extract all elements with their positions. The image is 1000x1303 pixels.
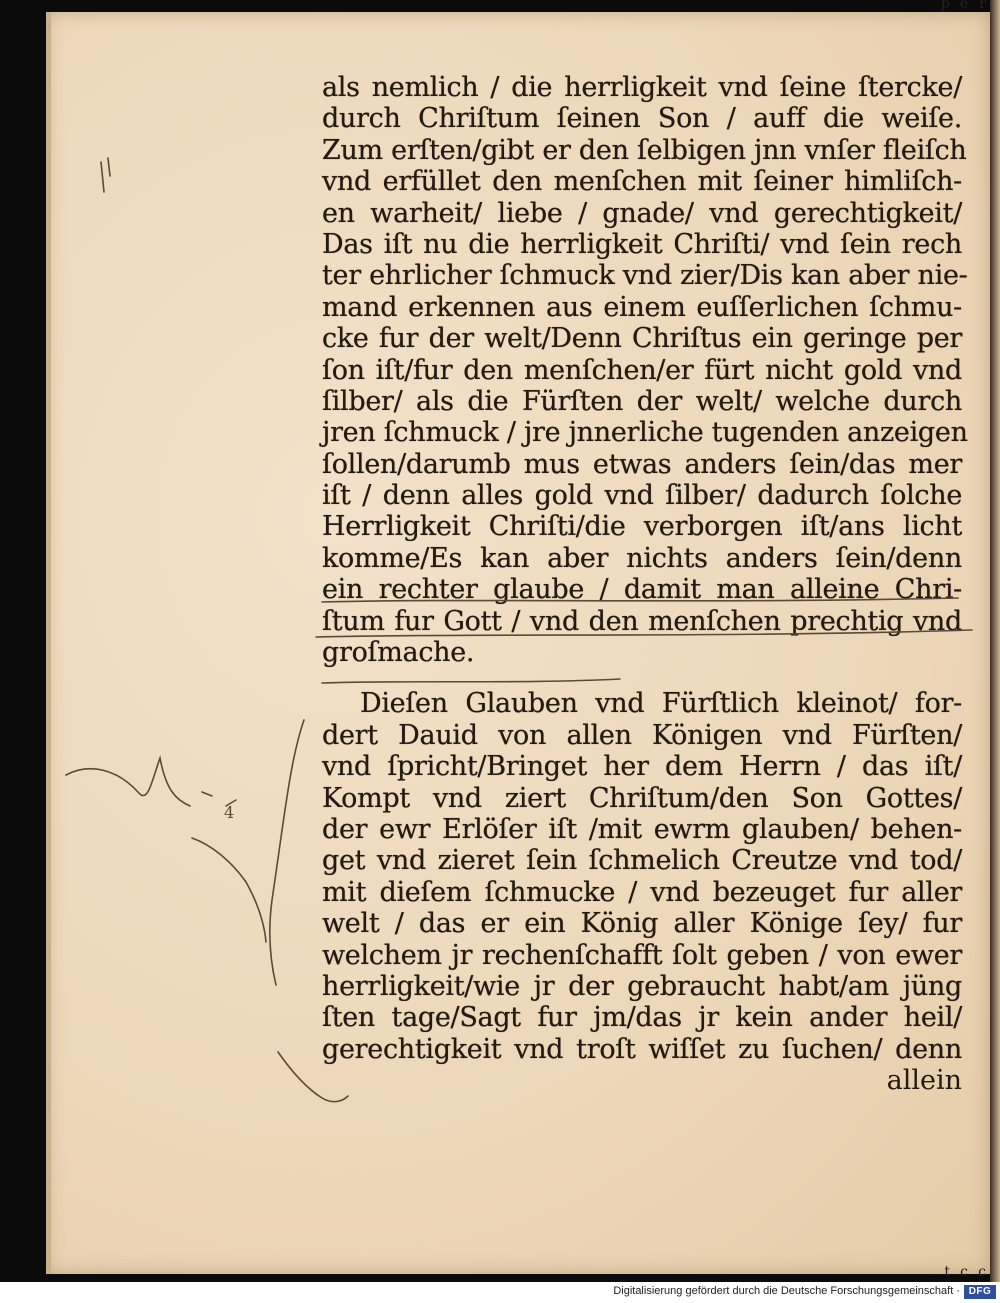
dfg-logo: DFG xyxy=(964,1285,996,1299)
text-line: get vnd zieret ſein ſchmelich Creutze vnd tod/ xyxy=(322,845,962,877)
paragraph-1 xyxy=(322,72,968,669)
text-line: gerechtigkeit vnd troſt wiſſet zu ſuchen/ denn xyxy=(322,1033,962,1065)
text-line: en warheit/ liebe / gnade/ vnd gerechtigkeit/ xyxy=(322,197,962,229)
funding-credit: Digitalisierung gefördert durch die Deutsche Forschungsgemeinschaft · xyxy=(613,1285,960,1297)
edge-letter: c xyxy=(978,1264,986,1280)
text-line: als nemlich / die herrligkeit vnd ſeine ſtercke/ xyxy=(322,72,962,103)
text-line: Herrligkeit Chriſti/die verborgen iſt/ans licht xyxy=(322,511,962,543)
page-gutter-edge xyxy=(46,12,51,1274)
text-line: ter ehrlicher ſchmuck vnd zier/Dis kan aber nie- xyxy=(322,260,968,292)
catchword: allein xyxy=(886,1065,962,1097)
text-line: komme/Es kan aber nichts anders ſein/denn xyxy=(322,542,962,574)
text-line: herrligkeit/wie jr der gebraucht habt/am jüng xyxy=(322,970,962,1002)
edge-letter: r xyxy=(979,0,986,12)
text-line: ein rechter glaube / damit man alleine Chri- xyxy=(322,574,962,606)
text-line: welt / das er ein König aller Könige ſey/ fur xyxy=(322,908,962,940)
edge-letter: c xyxy=(960,1264,968,1280)
text-line: mit dieſem ſchmucke / vnd bezeuget fur aller xyxy=(322,876,962,908)
text-line: Zum erſten/gibt er den ſelbigen jnn vnſer fleiſch xyxy=(322,134,967,166)
text-line: vnd erfüllet den menſchen mit ſeiner himliſch- xyxy=(322,166,962,198)
text-line: durch Chriſtum ſeinen Son / auff die weiſe. xyxy=(322,103,962,135)
text-line: Dieſen Glauben vnd Fürſtlich kleinot/ for- xyxy=(360,688,962,720)
text-line: jren ſchmuck / jre jnnerliche tugenden anzeigen xyxy=(322,417,968,449)
text-line: Kompt vnd ziert Chriſtum/den Son Gottes/ xyxy=(322,782,962,814)
text-line: welchem jr rechenſchafft ſolt geben / von ewer xyxy=(322,939,962,971)
text-line: ſten tage/Sagt fur jm/das jr kein ander heil/ xyxy=(322,1002,962,1034)
text-line: der ewr Erlöſer iſt /mit ewrm glauben/ behen- xyxy=(322,813,962,845)
text-line: dert Dauid von allen Königen vnd Fürſten/ xyxy=(322,719,962,751)
text-line: cke fur der welt/Denn Chriſtus ein geringe per xyxy=(322,323,962,355)
paragraph-2 xyxy=(322,688,962,1065)
page-text xyxy=(322,72,968,1097)
text-line: groſmache. xyxy=(322,637,475,669)
text-line: ſollen/darumb mus etwas anders ſein/das mer xyxy=(322,448,962,480)
edge-letter: t xyxy=(944,1264,950,1280)
edge-letter: p xyxy=(941,0,950,12)
edge-letter: e xyxy=(959,0,968,12)
text-line: iſt / denn alles gold vnd ſilber/ dadurch ſolche xyxy=(322,480,962,512)
text-line: ſtum fur Gott / vnd den menſchen prechtig vnd xyxy=(322,605,962,637)
text-line: mand erkennen aus einem euſſerlichen ſchmu- xyxy=(322,291,962,323)
footer-bar xyxy=(0,1282,1000,1303)
text-line: ſilber/ als die Fürſten der welt/ welche durch xyxy=(322,385,962,417)
text-line: Das iſt nu die herrligkeit Chriſti/ vnd ſein rech xyxy=(322,228,962,260)
text-line: vnd ſpricht/Bringet her dem Herrn / das iſt/ xyxy=(322,751,962,783)
adjacent-page-edge xyxy=(990,0,1000,1282)
margin-numeral: 4 xyxy=(224,803,235,822)
text-line: ſon iſt/fur den menſchen/er fürt nicht gold vnd xyxy=(322,354,962,386)
